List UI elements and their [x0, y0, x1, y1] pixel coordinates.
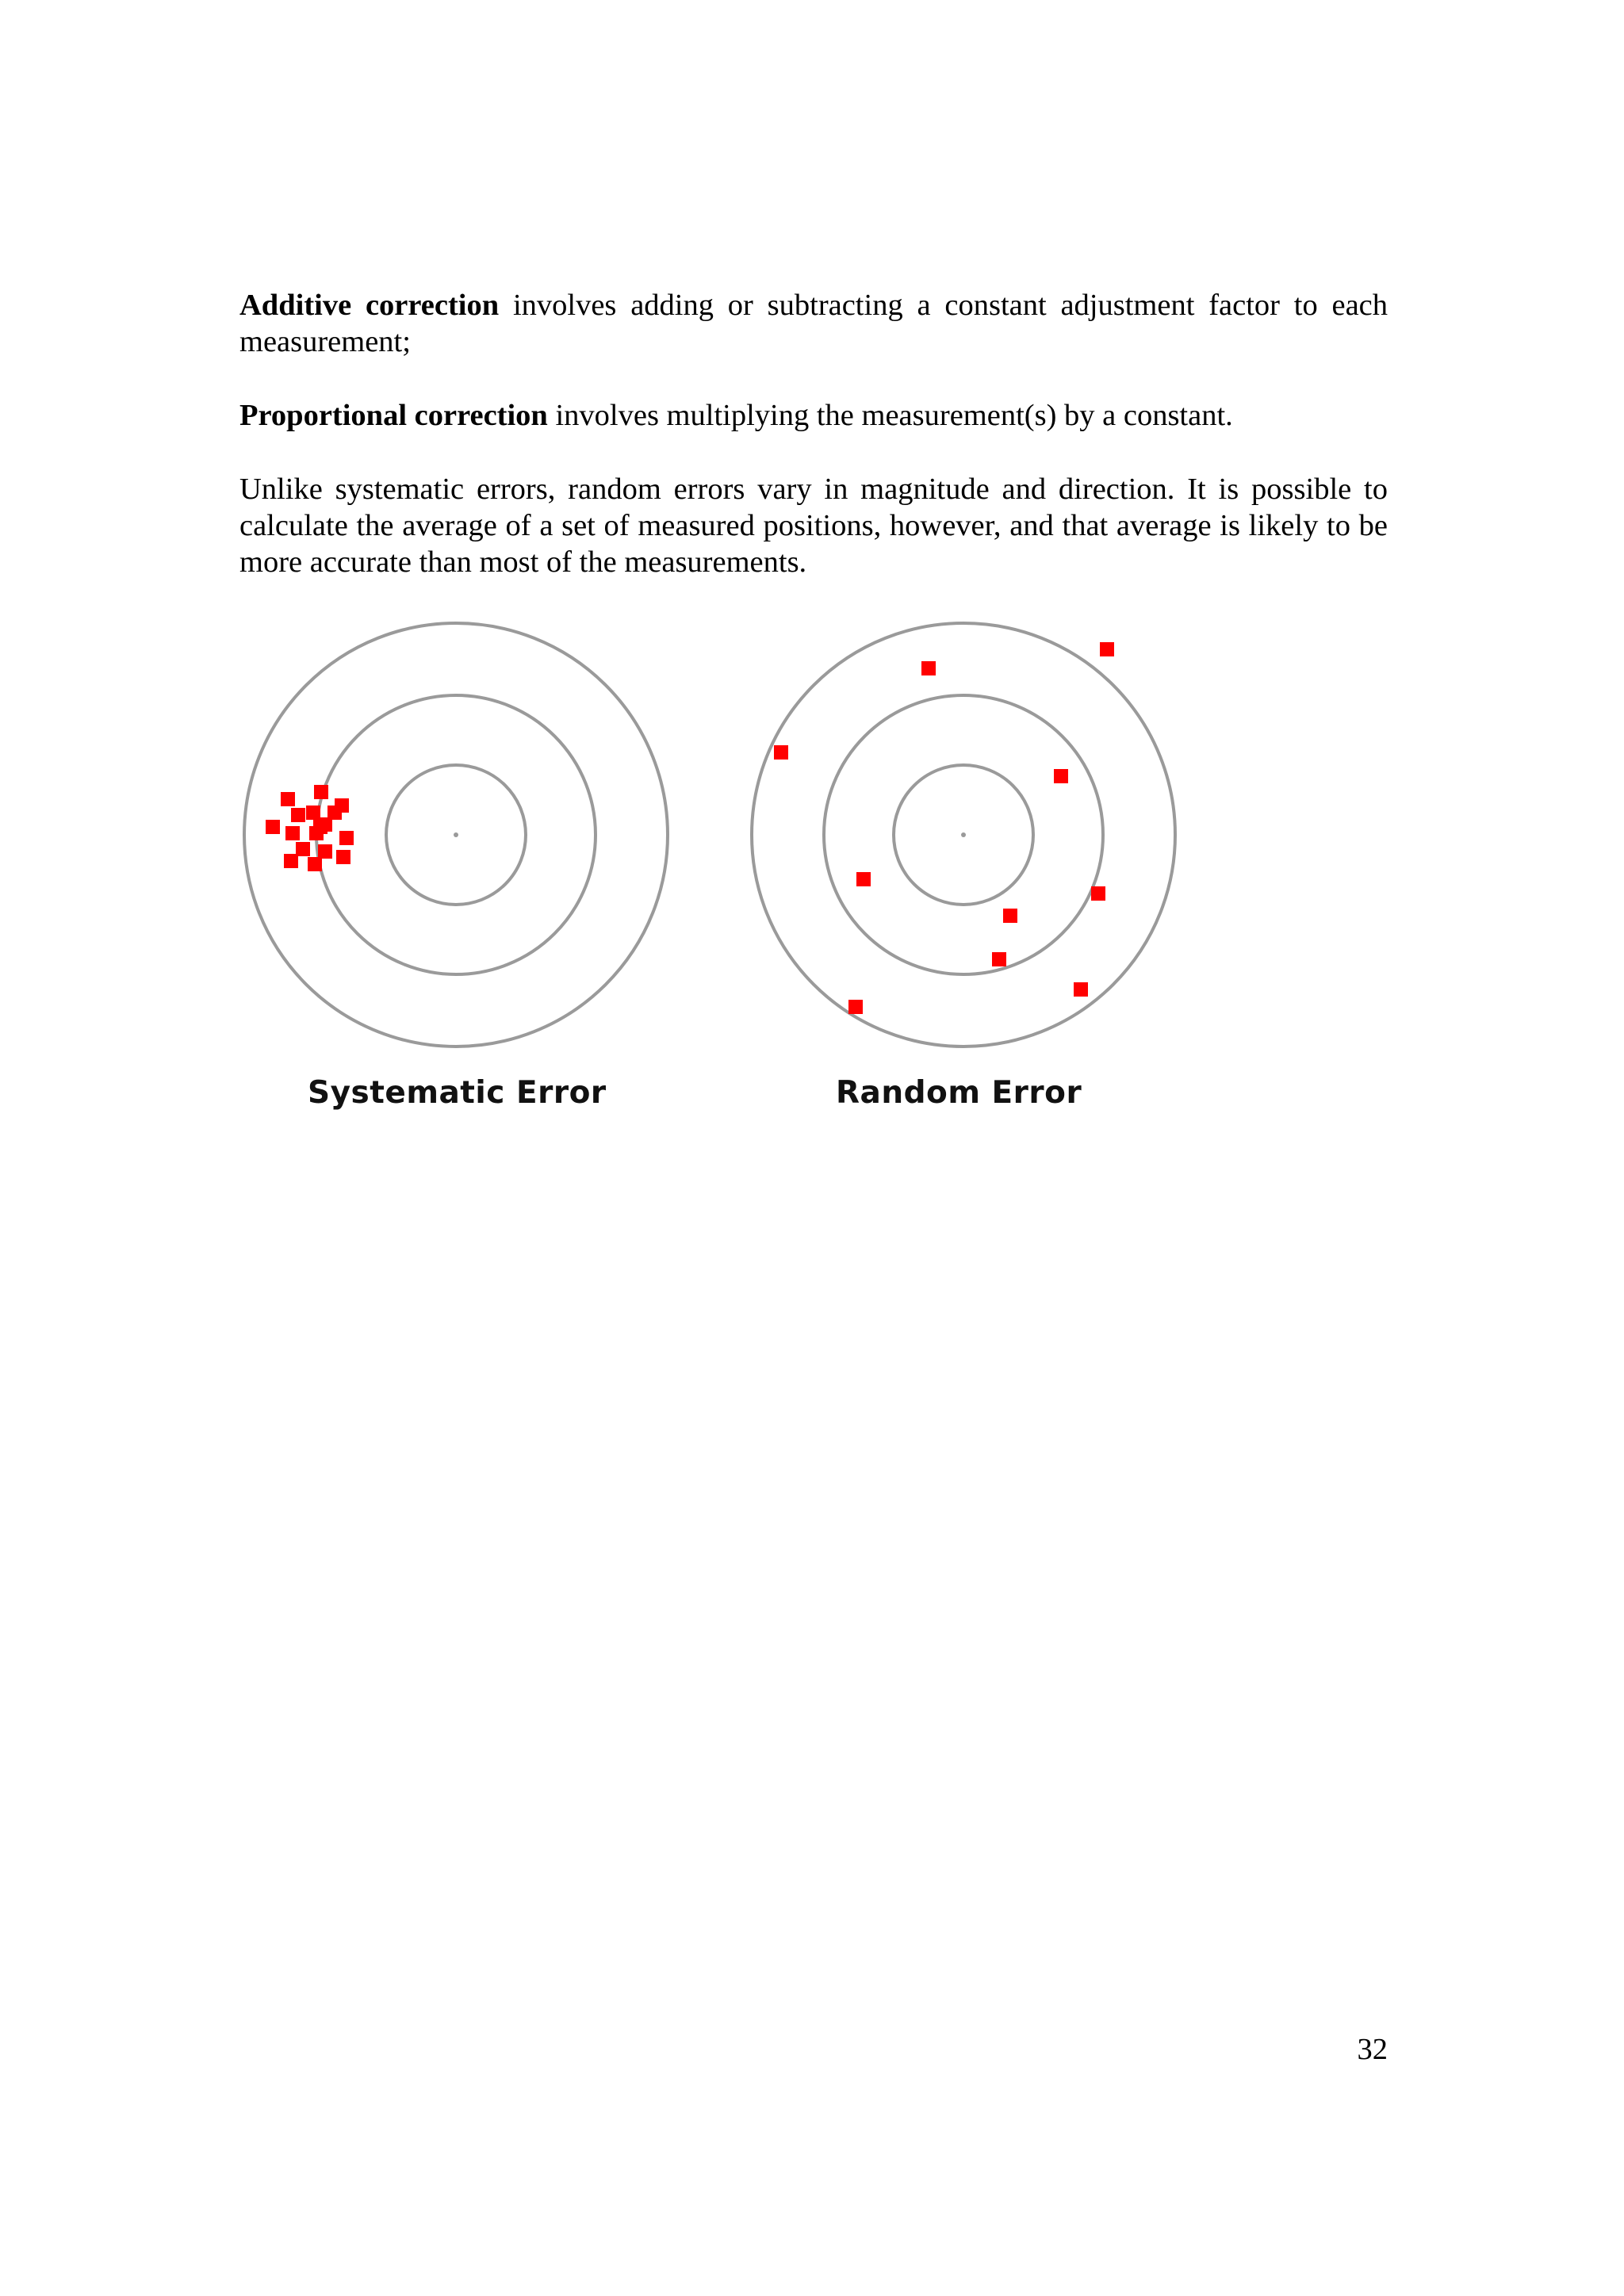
paragraph-proportional-correction: [239, 397, 1388, 434]
target-center-dot: [961, 832, 966, 837]
measurement-marker: [992, 952, 1006, 966]
measurement-marker: [1003, 909, 1017, 923]
measurement-marker: [856, 872, 871, 886]
target-outer-ring: [752, 623, 1175, 1047]
random-error-caption: Random Error: [836, 1075, 1082, 1111]
term-proportional-correction: Proportional correction: [239, 399, 548, 432]
measurement-marker: [774, 745, 788, 760]
target-inner-ring: [894, 765, 1033, 905]
measurement-marker: [291, 808, 305, 822]
measurement-marker: [266, 820, 280, 834]
target-center-dot: [454, 832, 458, 837]
paragraph-random-errors: Unlike systematic errors, random errors vary in magnitude and direction. It is possible to calculate the average of a set of measured positions, however, and that average is likely to be more accurate than most of the measurements.: [239, 473, 1388, 579]
measurement-marker: [318, 817, 332, 832]
measurement-marker: [327, 806, 342, 820]
page-number: 32: [1357, 2033, 1388, 2066]
measurement-marker: [308, 857, 322, 871]
measurement-marker: [285, 826, 300, 840]
random-error-target: [752, 623, 1175, 1047]
measurement-marker: [314, 785, 328, 799]
measurement-marker: [1054, 769, 1068, 783]
target-inner-ring: [386, 765, 526, 905]
systematic-error-target: [244, 623, 668, 1047]
target-middle-ring: [316, 695, 596, 974]
measurement-marker: [921, 661, 936, 675]
measurement-marker: [1091, 886, 1105, 901]
measurement-marker: [284, 854, 298, 868]
measurement-marker: [1074, 982, 1088, 997]
measurement-marker: [318, 844, 332, 859]
measurement-marker: [848, 1000, 863, 1014]
measurement-marker: [296, 842, 310, 856]
measurement-marker: [336, 850, 350, 864]
systematic-error-caption: Systematic Error: [308, 1075, 607, 1111]
paragraph-additive-correction: [239, 287, 1388, 360]
measurement-marker: [306, 806, 320, 820]
proportional-correction-text: involves multiplying the measurement(s) by a constant.: [547, 399, 1233, 432]
measurement-marker: [313, 820, 327, 834]
term-additive-correction: Additive correction: [239, 289, 500, 322]
systematic-error-markers: [266, 785, 354, 871]
target-outer-ring: [244, 623, 668, 1047]
measurement-marker: [339, 831, 354, 845]
measurement-marker: [281, 792, 295, 806]
measurement-marker: [1100, 642, 1114, 656]
additive-correction-text: involves adding or subtracting a constant adjustment factor to each measurement;: [239, 289, 1388, 358]
measurement-marker: [335, 798, 349, 813]
random-error-markers: [774, 642, 1114, 1014]
measurement-marker: [309, 826, 324, 840]
target-middle-ring: [824, 695, 1103, 974]
